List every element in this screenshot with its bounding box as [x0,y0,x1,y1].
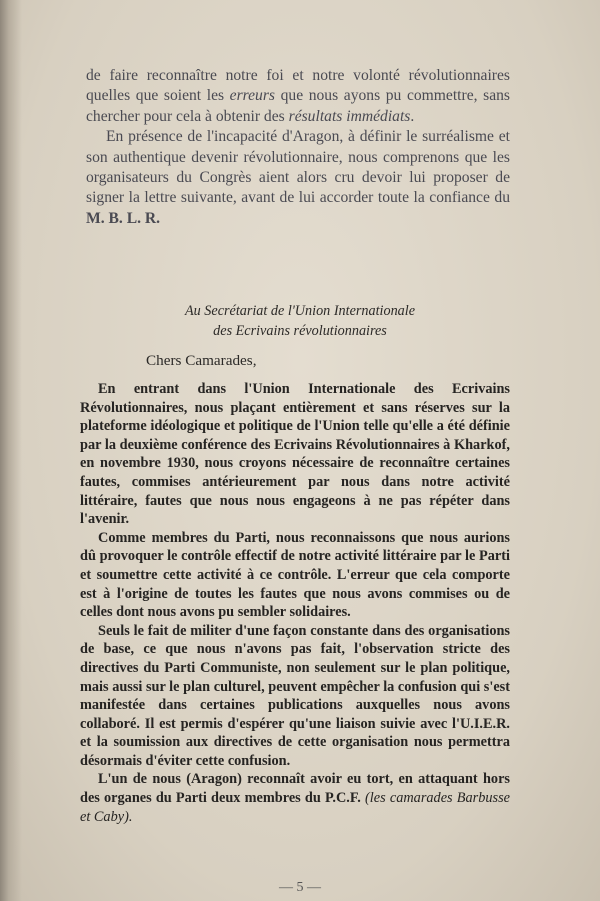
letter-greeting: Chers Camarades, [146,352,257,369]
mblr-abbrev: M. B. L. R. [86,209,161,227]
letter-paragraph: En entrant dans l'Union Internationale des Ecrivains Révolutionnaires, nous plaçant entièrement et sans réserves sur la plateforme idéologique et politique de l'Union telle qu'elle a été définie par la deuxième conférence des Ecrivains Révolutionnaires à Kharkof, en novembre 1930, nous croyons nécessaire de reconnaître certaines fautes, commises antérieurement par nous dans notre activité littéraire, fautes que nous nous engageons à ne pas répéter dans l'avenir. [80,381,510,528]
letter-body [80,380,510,826]
addressee-line-2: des Ecrivains révolutionnaires [213,322,387,339]
emphasis-resultats: résultats immédiats [288,107,411,125]
letter-paragraph: L'un de nous (Aragon) reconnaît avoir eu tort, en attaquant hors des organes du Parti deux membres du P.C.F. (les camarades Barbusse et Caby). [80,771,510,825]
page-number: — 5 — [279,880,321,895]
addressee-line-1: Au Secrétariat de l'Union Internationale [185,303,415,319]
intro-paragraph-1: de faire reconnaître notre foi et notre volonté révolutionnaires quelles que soient les erreurs que nous ayons pu commettre, sans chercher pour cela à obtenir des résultats immédiats. [86,67,510,125]
binding-shadow [0,0,22,901]
letter-addressee [90,302,510,341]
intro-text [86,66,510,229]
emphasis-erreurs: erreurs [229,87,275,105]
letter-paragraph: Comme membres du Parti, nous reconnaissons que nous aurions dû provoquer le contrôle effectif de notre activité littéraire par le Parti et soumettre cette activité à ce contrôle. L'erreur que cela comporte est à l'origine de toutes les fautes que nous avons commises ou de celles dont nous avons pu sembler solidaires. [80,529,510,621]
intro-paragraph-2: En présence de l'incapacité d'Aragon, à définir le surréalisme et son authentique devenir révolutionnaire, nous comprenons que les organisateurs du Congrès aient alors cru devoir lui proposer de signer la lettre suivante, avant de lui accorder toute la confiance du M. B. L. R. [86,128,510,227]
letter-paragraph-italic: (les camarades Barbusse et Caby). [80,790,510,825]
letter-paragraph: Seuls le fait de militer d'une façon constante dans des organisations de base, ce que nous n'avons pas fait, l'observation stricte des directives du Parti Communiste, non seulement sur le plan politique, mais aussi sur le plan culturel, peuvent empêcher la confusion qui s'est manifestée dans certaines publications auxquelles nous avons collaboré. Il est permis d'espérer qu'une liaison suivie avec l'U.I.E.R. et la soumission aux directives de cette organisation nous permettra désormais d'éviter cette confusion. [80,622,510,769]
